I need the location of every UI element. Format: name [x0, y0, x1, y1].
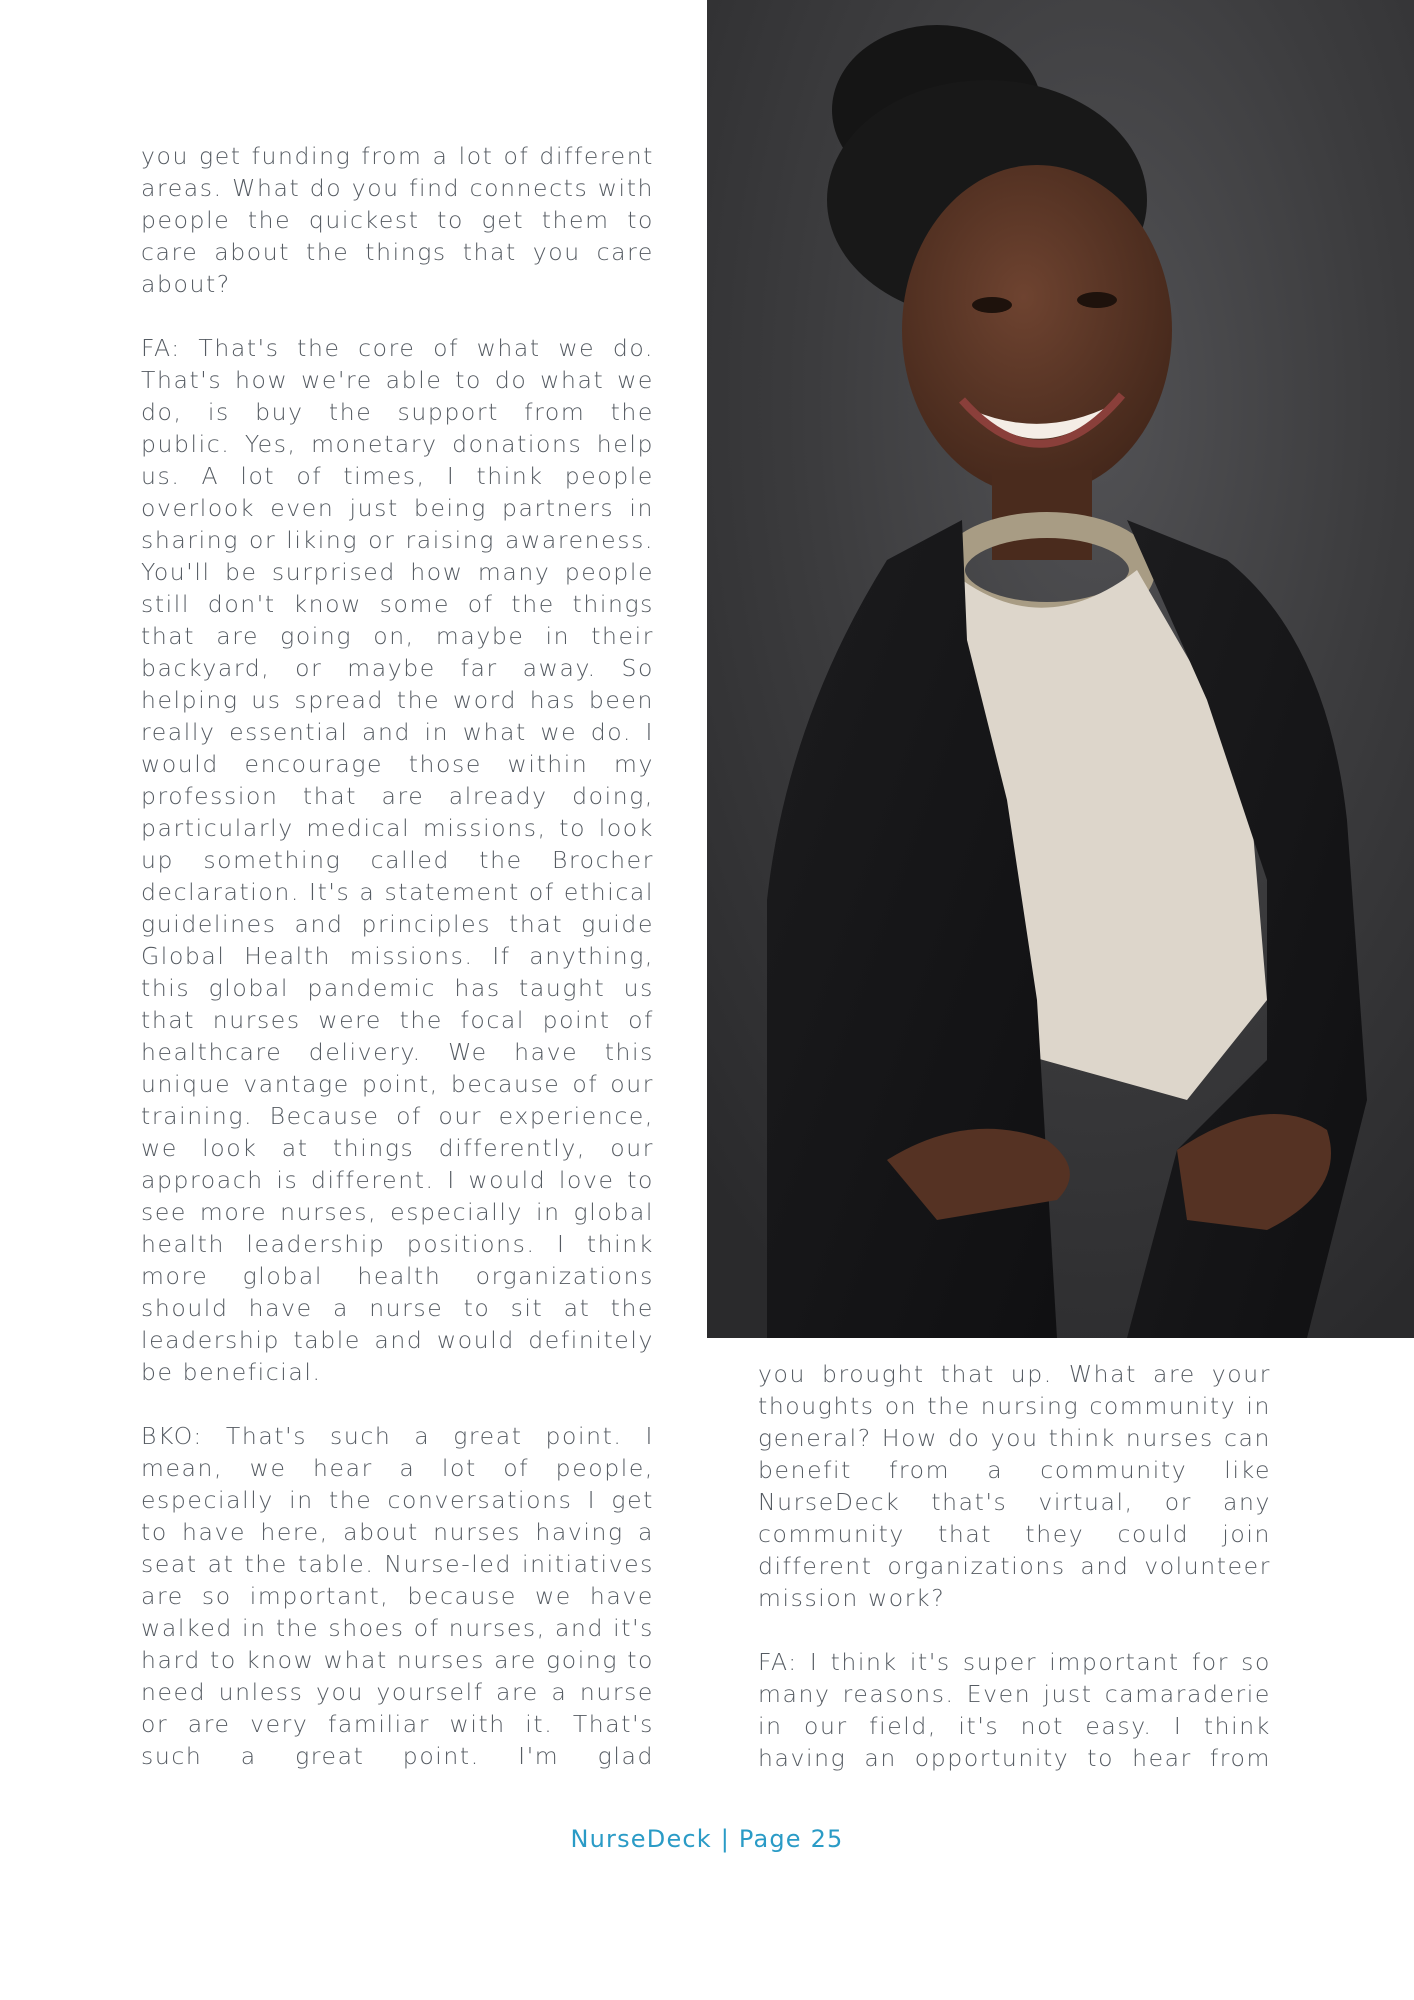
portrait-photo [707, 0, 1414, 1338]
article-paragraph: FA: I think it's super important for so many reasons. Even just camaraderie in our field, it's not easy. I think having an opportunity to hear from [758, 1648, 1271, 1772]
page-footer: NurseDeck | Page 25 [570, 1825, 844, 1853]
article-paragraph: you brought that up. What are your thoughts on the nursing community in general? How do you think nurses can benefit from a community like NurseDeck that's virtual, or any community that they could join different organizations and volunteer mission work? [758, 1360, 1271, 1612]
article-paragraph: FA: That's the core of what we do. That's how we're able to do what we do, is buy the support from the public. Yes, monetary donations help us. A lot of times, I think people overlook even just being partners in sharing or liking or raising awareness. You'll be surprised how many people still don't know some of the things that are going on, maybe in their backyard, or maybe far away. So helping us spread the word has been really essential and in what we do. I would encourage those within my profession that are already doing, particularly medical missions, to look up something called the Brocher declaration. It's a statement of ethical guidelines and principles that guide Global Health missions. If anything, this global pandemic has taught us that nurses were the focal point of healthcare delivery. We have this unique vantage point, because of our training. Because of our experience, we look at things differently, our approach is different. I would love to see more nurses, especially in global health leadership positions. I think more global health organizations should have a nurse to sit at the leadership table and would definitely be beneficial. [141, 334, 654, 1386]
article-paragraph: you get funding from a lot of different areas. What do you find connects with people the quickest to get them to care about the things that you care about? [141, 142, 654, 298]
article-paragraph: BKO: That's such a great point. I mean, we hear a lot of people, especially in the conversations I get to have here, about nurses having a seat at the table. Nurse-led initiatives are so important, because we have walked in the shoes of nurses, and it's hard to know what nurses are going to need unless you yourself are a nurse or are very familiar with it. That's such a great point. I'm glad [141, 1422, 654, 1770]
article-column-right [758, 1358, 1271, 1774]
article-column-left [141, 140, 654, 1772]
